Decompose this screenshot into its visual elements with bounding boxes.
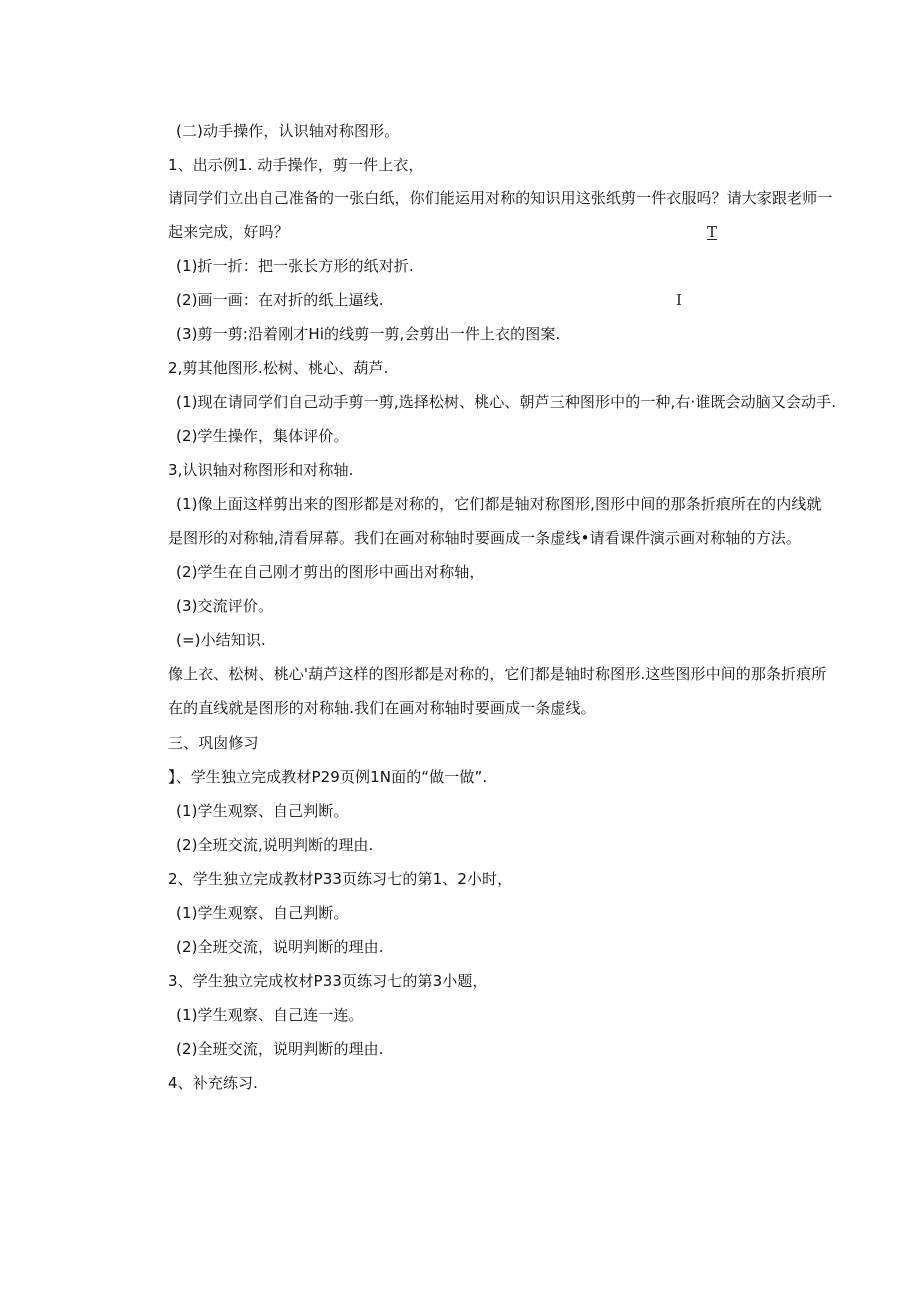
text-line-29: 4、补充练习. xyxy=(168,1074,259,1092)
text-line-4: 起来完成，好吗？ xyxy=(168,223,289,241)
text-line-20: 】、学生独立完成教材P29页例1N面的“做一做”. xyxy=(168,768,488,786)
text-line-6: (2)画一画：在对折的纸上逼线. xyxy=(176,291,384,309)
text-line-11: 3,认识轴对称图形和对称轴. xyxy=(168,461,354,479)
text-line-25: (2)全班交流，说明判断的理由. xyxy=(176,938,384,956)
text-line-3: 请同学们立出自己准备的一张白纸，你们能运用对称的知识用这张纸剪一件衣服吗？请大家跟老师一 xyxy=(168,189,833,207)
text-line-22: (2)全班交流,说明判断的理由. xyxy=(176,836,374,854)
text-line-24: (1)学生观察、自己判断。 xyxy=(176,904,349,922)
text-line-9: (1)现在请同学们自己动手剪一剪,选择松树、桃心、朝芦三种图形中的一种,右·谁既会动脑又会动手. xyxy=(176,393,837,411)
text-line-27: (1)学生观察、自己连一连。 xyxy=(176,1006,364,1024)
text-line-26: 3、学生独立完成枚材P33页练习七的第3小题， xyxy=(168,972,488,990)
text-line-8: 2,剪其他图形.松树、桃心、葫芦. xyxy=(168,359,389,377)
text-line-16: (=)小结知识. xyxy=(176,631,266,649)
text-line-17: 像上衣、松树、桃心'葫芦这样的图形都是对称的，它们都是轴时称图形.这些图形中间的那条折痕所 xyxy=(168,665,827,683)
text-line-28: (2)全班交流，说明判断的理由. xyxy=(176,1040,384,1058)
text-line-14: (2)学生在自己刚才剪出的图形中画出对称轴， xyxy=(176,563,485,581)
text-line-18: 在的直线就是图形的对称轴.我们在画对称轴时要画成一条虚线。 xyxy=(168,699,596,717)
text-line-19: 三、巩囱修习 xyxy=(168,734,259,752)
t-mark: T xyxy=(707,223,718,241)
text-line-21: (1)学生观察、自己判断。 xyxy=(176,802,349,820)
text-line-10: (2)学生操作，集体评价。 xyxy=(176,427,349,445)
text-line-2: 1、出示例1. 动手操作，剪一件上衣， xyxy=(168,156,424,174)
i-mark: I xyxy=(676,291,682,309)
text-line-13: 是图形的对称轴,清看屏幕。我们在画对称轴时要画成一条虚线•请看课件演示画对称轴的方法。 xyxy=(168,529,801,547)
text-line-1: (二)动手操作，认识轴对称图形。 xyxy=(176,122,400,140)
text-line-7: (3)剪一剪:沿着刚才Hi的线剪一剪,会剪出一件上衣的图案. xyxy=(176,325,561,343)
text-line-23: 2、学生独立完成教材P33页练习七的第1、2小时， xyxy=(168,870,513,888)
text-line-12: (1)像上面这样剪出来的图形都是对称的，它们都是轴对称图形,图形中间的那条折痕所在的内线就 xyxy=(176,495,822,513)
text-line-15: (3)交流评价。 xyxy=(176,597,274,615)
text-line-5: (1)折一折：把一张长方形的纸对折. xyxy=(176,257,414,275)
